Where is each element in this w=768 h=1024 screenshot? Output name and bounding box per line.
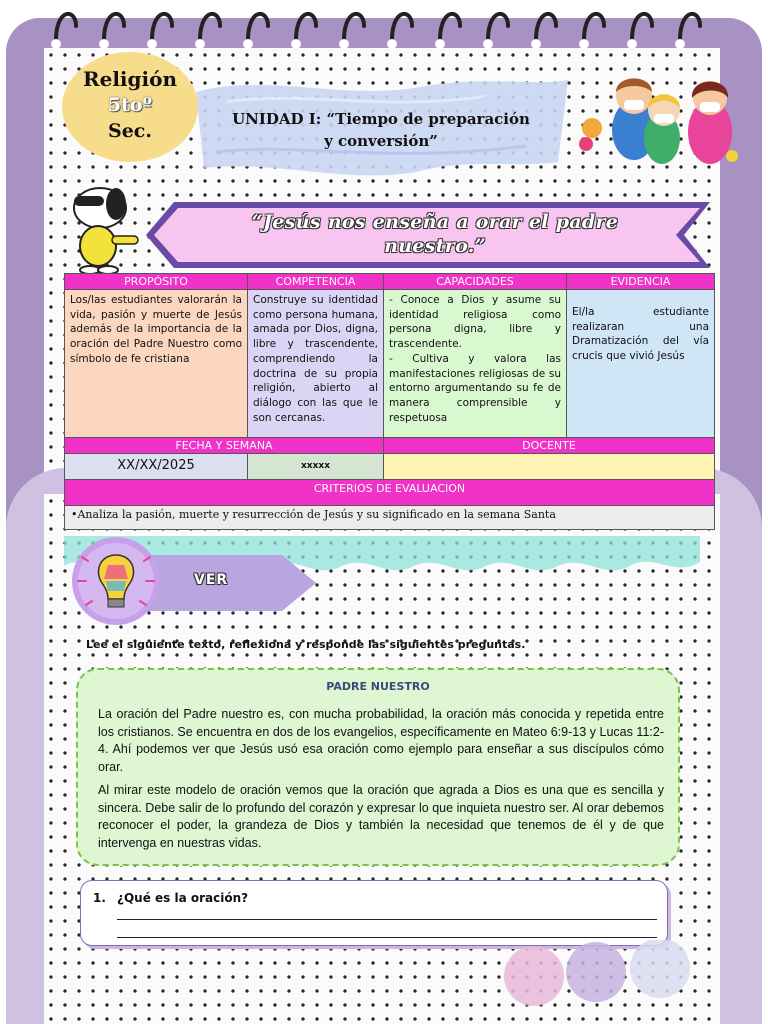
unit-title	[206, 108, 556, 152]
binder-ring-icon	[0, 0, 768, 60]
reading-paragraph-1: La oración del Padre nuestro es, con mucha probabilidad, la oración más conocida y repetida entre los cristianos. Se encuentra en dos de los evangelios, específicamente en Mateo 6:9-13 y Lucas 11:2-4. Ahí podemos ver que Jesús usó esa oración como ejemplo para enseñar a sus discípulos cómo orar.	[98, 707, 664, 774]
docente-value[interactable]	[384, 454, 715, 480]
reading-title: PADRE NUESTRO	[326, 680, 430, 693]
fecha-header: FECHA Y SEMANA	[65, 438, 384, 454]
session-theme-line2: nuestro.”	[384, 235, 486, 257]
subject-badge	[62, 52, 198, 162]
evidencia-text: El/la estudiante realizaran una Dramatización del vía crucis que vivió Jesús	[572, 306, 709, 363]
session-theme	[200, 210, 670, 258]
criterios-header: CRITERIOS DE EVALUACION	[65, 480, 715, 506]
docente-header: DOCENTE	[384, 438, 715, 454]
snoopy-illustration	[60, 182, 142, 274]
header-evidencia: EVIDENCIA	[567, 274, 715, 290]
proposito-cell: Los/las estudiantes valorarán la vida, pasión y muerte de Jesús además de la importancia de la oración del Padre Nuestro como símbolo de fe cristiana	[65, 290, 248, 438]
ver-label: VER	[194, 572, 229, 588]
competencia-cell: Construye su identidad como persona humana, amada por Dios, digna, libre y trascendente, comprendiendo la doctrina de su propia religión, abierto al diálogo con las que le son cercanas.	[248, 290, 384, 438]
badge-grade: 5toº	[107, 94, 153, 116]
header-competencia: COMPETENCIA	[248, 274, 384, 290]
capacidad-1: - Conoce a Dios y asume su identidad religiosa como persona digna, libre y trascendente.	[389, 294, 561, 351]
badge-level: Sec.	[108, 120, 152, 142]
header-capacidades: CAPACIDADES	[384, 274, 567, 290]
decorative-bubbles	[500, 940, 700, 1024]
unit-title-line1: UNIDAD I: “Tiempo de preparación	[232, 110, 530, 128]
children-illustration	[572, 66, 740, 170]
planning-table	[64, 273, 715, 530]
evidencia-cell	[567, 290, 715, 438]
header-proposito: PROPÓSITO	[65, 274, 248, 290]
answer-line-2[interactable]	[117, 937, 657, 938]
unit-title-line2: y conversión”	[324, 132, 438, 150]
badge-subject: Religión	[82, 67, 177, 91]
capacidad-2: - Cultiva y valora las manifestaciones religiosas de su entorno argumentando su fe de manera comprensible y respetuosa	[389, 352, 561, 424]
capacidades-cell	[384, 290, 567, 438]
fecha-value[interactable]: XX/XX/2025	[65, 454, 248, 480]
criterio-item: •Analiza la pasión, muerte y resurrección de Jesús y su significado en la semana Santa	[65, 506, 715, 530]
reading-panel	[76, 668, 680, 866]
question-text: ¿Qué es la oración?	[117, 891, 249, 905]
question-number: 1.	[93, 891, 106, 905]
answer-line-1[interactable]	[117, 919, 657, 920]
reading-paragraph-2: Al mirar este modelo de oración vemos que la oración que agrada a Dios es una que es sencilla y sincera. Debe salir de lo profundo del corazón y expresar lo que inquieta nuestro ser. Al orar debemos reconocer el poder, la grandeza de Dios y también la necesidad que tenemos de él y de que intervenga en nuestras vidas.	[98, 783, 664, 850]
question-card	[80, 880, 668, 946]
session-theme-line1: “Jesús nos enseña a orar el padre	[251, 211, 619, 233]
instruction-text: Lee el siguiente texto, reflexiona y responde las siguientes preguntas.	[86, 638, 526, 651]
semana-value[interactable]: xxxxx	[248, 454, 384, 480]
